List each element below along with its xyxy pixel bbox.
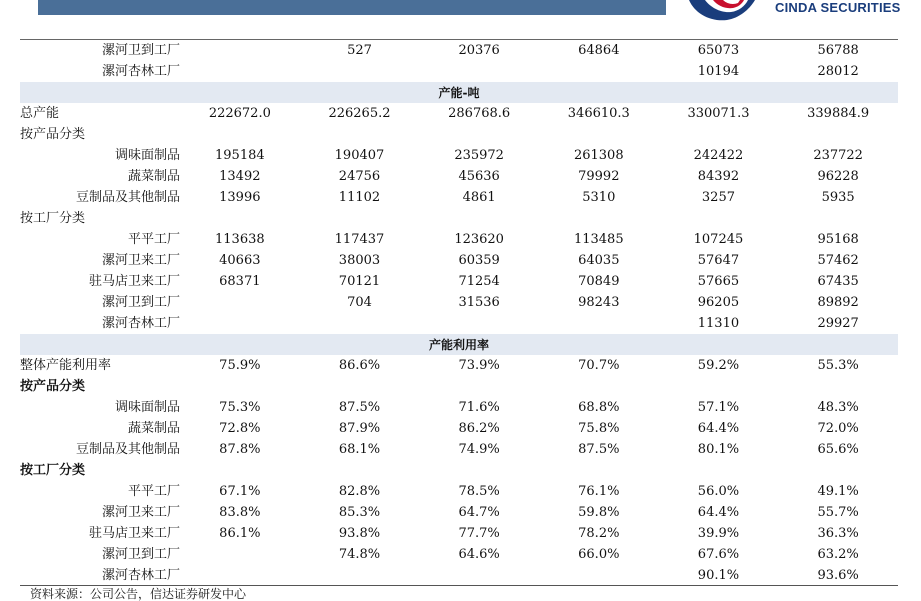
table-cell: 70.7%: [578, 357, 620, 373]
table-cell: 86.1%: [219, 525, 261, 541]
table-cell: [419, 313, 539, 334]
table-row: [20, 313, 898, 334]
table-row: [20, 145, 898, 166]
table-cell: 57.1%: [697, 399, 740, 415]
table-cell: 346610.3: [567, 105, 630, 121]
table-cell: 190407: [334, 147, 385, 163]
table-bottom-rule: [20, 585, 898, 586]
table-cell: 75.9%: [219, 357, 261, 373]
table-cell: [300, 208, 420, 229]
table-cell: 237722: [813, 147, 863, 163]
table-cell: [539, 565, 659, 586]
section-title: 产能-吨: [20, 82, 898, 103]
table-cell: 87.5%: [338, 399, 381, 415]
table-cell: 78.2%: [578, 525, 620, 541]
table-cell: 68.8%: [578, 399, 620, 415]
table-row: [20, 481, 898, 502]
table-cell: 55.3%: [817, 357, 859, 373]
table-cell: [180, 460, 300, 481]
table-cell: [539, 61, 659, 82]
table-cell: 13996: [219, 189, 261, 205]
table-cell: 39.9%: [697, 525, 740, 541]
row-label: 漯河卫来工厂: [101, 252, 180, 268]
table-cell: 330071.3: [687, 105, 750, 121]
table-cell: [180, 376, 300, 397]
table-cell: 87.9%: [338, 420, 381, 436]
row-label: 蔬菜制品: [127, 420, 180, 436]
table-cell: [419, 208, 539, 229]
table-cell: 117437: [334, 231, 385, 247]
row-label: 漯河卫到工厂: [101, 294, 180, 310]
table-cell: 78.5%: [458, 483, 500, 499]
row-label: 漯河卫到工厂: [101, 546, 180, 562]
row-label: 漯河杏林工厂: [101, 63, 180, 79]
table-cell: 83.8%: [219, 504, 261, 520]
table-cell: 57462: [817, 252, 859, 268]
table-cell: 286768.6: [448, 105, 511, 121]
table-cell: 73.9%: [458, 357, 500, 373]
table-row: [20, 565, 898, 586]
table-cell: 5310: [582, 189, 616, 205]
table-cell: 71254: [458, 273, 500, 289]
row-label: 豆制品及其他制品: [75, 441, 180, 457]
table-cell: [539, 313, 659, 334]
table-cell: 93.6%: [817, 567, 859, 583]
table-cell: 70849: [578, 273, 620, 289]
table-row: [20, 250, 898, 271]
table-cell: 113485: [573, 231, 624, 247]
table-cell: 64.4%: [697, 504, 740, 520]
table-cell: 29927: [817, 315, 859, 331]
table-cell: 3257: [701, 189, 735, 205]
table-cell: 36.3%: [817, 525, 859, 541]
header-band: [38, 0, 666, 15]
table-cell: 49.1%: [817, 483, 859, 499]
table-cell: [778, 208, 898, 229]
table-cell: 71.6%: [458, 399, 500, 415]
table-row: [20, 397, 898, 418]
table-cell: 235972: [454, 147, 504, 163]
table-cell: 84392: [697, 168, 740, 184]
table-cell: 113638: [215, 231, 265, 247]
table-cell: 74.9%: [458, 441, 500, 457]
table-cell: 87.8%: [219, 441, 261, 457]
table-cell: [180, 208, 300, 229]
table-cell: 74.8%: [338, 546, 381, 562]
table-cell: 195184: [215, 147, 265, 163]
row-label: 按产品分类: [20, 378, 86, 394]
table-cell: [300, 565, 420, 586]
table-cell: 123620: [454, 231, 504, 247]
table-row: [20, 544, 898, 565]
section-header-row: [20, 82, 898, 103]
table-row: [20, 523, 898, 544]
table-cell: 64.7%: [458, 504, 500, 520]
table-cell: [659, 208, 779, 229]
table-cell: 242422: [693, 147, 744, 163]
table-cell: 65.6%: [817, 441, 859, 457]
table-cell: [180, 61, 300, 82]
table-cell: [419, 124, 539, 145]
table-cell: 5935: [821, 189, 855, 205]
table-cell: 45636: [458, 168, 500, 184]
table-cell: 85.3%: [338, 504, 381, 520]
table-row: [20, 40, 898, 61]
table-cell: [180, 565, 300, 586]
table-cell: 57647: [697, 252, 740, 268]
table-cell: 107245: [693, 231, 744, 247]
table-cell: 96205: [697, 294, 740, 310]
table-cell: 20376: [458, 42, 500, 58]
table-cell: 24756: [338, 168, 381, 184]
table-cell: [539, 460, 659, 481]
table-cell: [778, 124, 898, 145]
table-cell: 339884.9: [807, 105, 870, 121]
table-cell: 31536: [458, 294, 500, 310]
table-cell: 86.6%: [338, 357, 381, 373]
brand-name: CINDA SECURITIES: [775, 0, 901, 15]
table-cell: 64035: [578, 252, 620, 268]
table-cell: [419, 460, 539, 481]
table-cell: 86.2%: [458, 420, 500, 436]
table-cell: 11310: [697, 315, 740, 331]
table-cell: 56.0%: [697, 483, 740, 499]
table-cell: 96228: [817, 168, 859, 184]
table-cell: 64.6%: [458, 546, 500, 562]
table-row: [20, 355, 898, 376]
table-cell: 4861: [462, 189, 496, 205]
table-cell: [300, 313, 420, 334]
row-label: 调味面制品: [114, 147, 180, 163]
table-row: [20, 460, 898, 481]
table-cell: 70121: [338, 273, 381, 289]
row-label: 平平工厂: [127, 231, 180, 247]
table-cell: 11102: [338, 189, 381, 205]
table-cell: 89892: [817, 294, 859, 310]
table-cell: [659, 460, 779, 481]
table-cell: 98243: [578, 294, 620, 310]
table-cell: [300, 376, 420, 397]
table-cell: 64864: [578, 42, 620, 58]
table-cell: 59.8%: [578, 504, 620, 520]
table-cell: [300, 124, 420, 145]
row-label: 驻马店卫来工厂: [88, 525, 180, 541]
table-cell: [778, 460, 898, 481]
row-label: 蔬菜制品: [127, 168, 180, 184]
table-cell: 90.1%: [697, 567, 740, 583]
row-label: 总产能: [20, 105, 60, 121]
table-cell: 56788: [817, 42, 859, 58]
table-cell: 64.4%: [697, 420, 740, 436]
table-cell: [300, 61, 420, 82]
table-cell: 68.1%: [338, 441, 381, 457]
table-row: [20, 103, 898, 124]
table-cell: 66.0%: [578, 546, 620, 562]
row-label: 按产品分类: [20, 126, 86, 142]
table-cell: 72.0%: [817, 420, 859, 436]
table-cell: [419, 376, 539, 397]
table-cell: [180, 313, 300, 334]
table-cell: 80.1%: [697, 441, 740, 457]
table-cell: 40663: [219, 252, 261, 268]
table-cell: 82.8%: [338, 483, 381, 499]
row-label: 驻马店卫来工厂: [88, 273, 180, 289]
table-cell: [539, 376, 659, 397]
section-header-row: [20, 334, 898, 355]
table-cell: 57665: [697, 273, 740, 289]
table-cell: 67.6%: [697, 546, 740, 562]
table-cell: 60359: [458, 252, 500, 268]
table-cell: 77.7%: [458, 525, 500, 541]
table-cell: 10194: [697, 63, 740, 79]
table-cell: 72.8%: [219, 420, 261, 436]
table-cell: 59.2%: [697, 357, 740, 373]
table-cell: 87.5%: [578, 441, 620, 457]
table-cell: 261308: [573, 147, 624, 163]
table-cell: 527: [347, 42, 372, 58]
table-row: [20, 292, 898, 313]
table-row: [20, 271, 898, 292]
table-cell: [419, 565, 539, 586]
capacity-table: [20, 40, 898, 586]
table-cell: [659, 124, 779, 145]
table-cell: [180, 544, 300, 565]
table-cell: 222672.0: [208, 105, 271, 121]
section-title: 产能利用率: [20, 334, 898, 355]
table-cell: 65073: [697, 42, 740, 58]
table-cell: 68371: [219, 273, 261, 289]
table-row: [20, 376, 898, 397]
table-cell: 38003: [338, 252, 381, 268]
table-cell: 226265.2: [328, 105, 391, 121]
row-label: 平平工厂: [127, 483, 180, 499]
table-row: [20, 166, 898, 187]
table-row: [20, 124, 898, 145]
table-cell: [778, 376, 898, 397]
table-cell: 67.1%: [219, 483, 261, 499]
table-cell: [180, 292, 300, 313]
row-label: 按工厂分类: [20, 462, 86, 478]
table-cell: 63.2%: [817, 546, 859, 562]
table-row: [20, 439, 898, 460]
table-row: [20, 208, 898, 229]
table-row: [20, 229, 898, 250]
table-cell: [539, 124, 659, 145]
table-row: [20, 61, 898, 82]
table-cell: 55.7%: [817, 504, 859, 520]
row-label: 整体产能利用率: [20, 357, 112, 373]
table-cell: [180, 40, 300, 61]
table-cell: 48.3%: [817, 399, 859, 415]
table-cell: 95168: [817, 231, 859, 247]
table-cell: [659, 376, 779, 397]
table-row: [20, 418, 898, 439]
row-label: 漯河卫到工厂: [101, 42, 180, 58]
row-label: 豆制品及其他制品: [75, 189, 180, 205]
table-cell: 704: [347, 294, 372, 310]
source-note: 资料来源：公司公告，信达证券研发中心: [30, 587, 247, 601]
table-cell: [539, 208, 659, 229]
table-cell: 13492: [219, 168, 261, 184]
table-row: [20, 187, 898, 208]
row-label: 漯河卫来工厂: [101, 504, 180, 520]
table-cell: 67435: [817, 273, 859, 289]
table-cell: [419, 61, 539, 82]
table-cell: 79992: [578, 168, 620, 184]
row-label: 漯河杏林工厂: [101, 315, 180, 331]
table-cell: [180, 124, 300, 145]
table-row: [20, 502, 898, 523]
table-cell: [300, 460, 420, 481]
table-cell: 76.1%: [578, 483, 620, 499]
row-label: 按工厂分类: [20, 210, 86, 226]
row-label: 漯河杏林工厂: [101, 567, 180, 583]
table-cell: 28012: [817, 63, 859, 79]
table-cell: 75.8%: [578, 420, 620, 436]
table-cell: 93.8%: [338, 525, 381, 541]
table-cell: 75.3%: [219, 399, 261, 415]
row-label: 调味面制品: [114, 399, 180, 415]
